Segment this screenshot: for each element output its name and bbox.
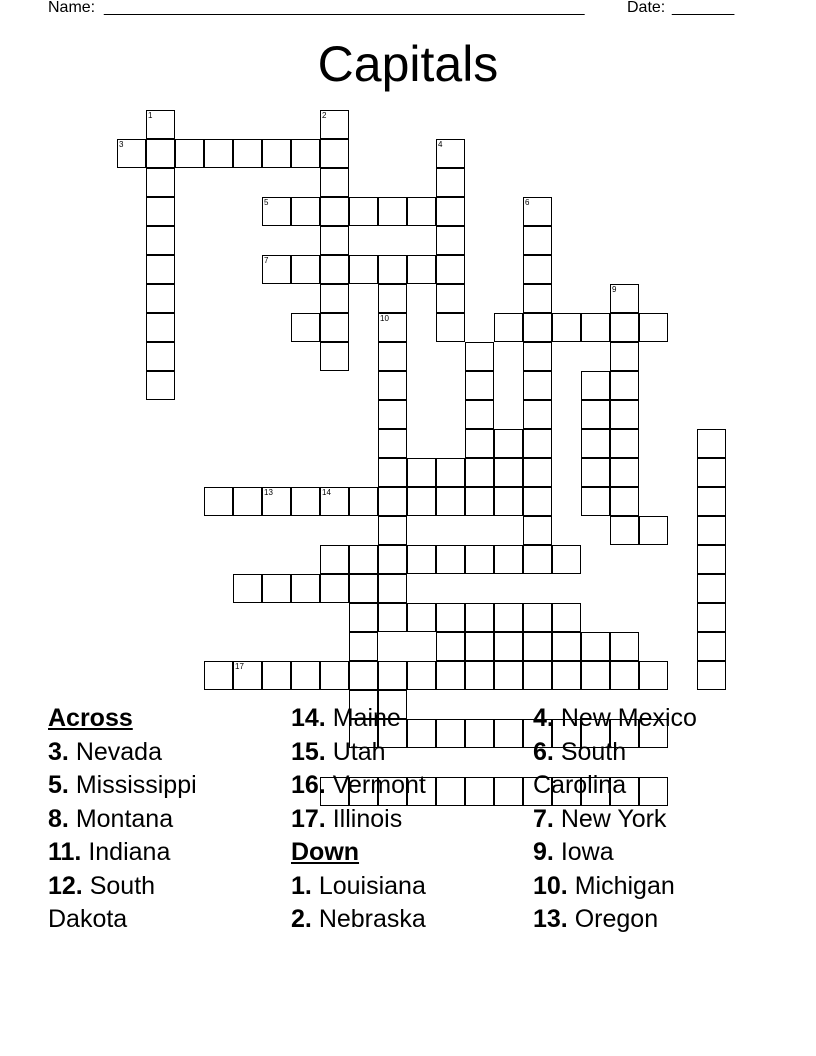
grid-cell[interactable] bbox=[407, 197, 436, 226]
clue-text: Illinois bbox=[332, 804, 403, 833]
grid-cell[interactable] bbox=[523, 661, 552, 690]
clue-text: South Carolina bbox=[533, 737, 627, 799]
grid-cell[interactable] bbox=[523, 429, 552, 458]
grid-cell[interactable] bbox=[436, 139, 465, 168]
clue-across-5 bbox=[48, 769, 278, 803]
grid-cell[interactable] bbox=[146, 226, 175, 255]
grid-cell[interactable] bbox=[436, 226, 465, 255]
grid-cell[interactable] bbox=[378, 487, 407, 516]
clue-text: Michigan bbox=[574, 871, 675, 900]
clue-number: 14. bbox=[291, 704, 326, 732]
clue-text: South Dakota bbox=[48, 871, 156, 933]
grid-cell[interactable] bbox=[697, 574, 726, 603]
grid-cell[interactable] bbox=[523, 255, 552, 284]
grid-cell[interactable] bbox=[523, 516, 552, 545]
grid-cell[interactable] bbox=[436, 197, 465, 226]
grid-cell[interactable] bbox=[610, 429, 639, 458]
grid-cell[interactable] bbox=[581, 487, 610, 516]
grid-cell[interactable] bbox=[146, 342, 175, 371]
grid-cell[interactable] bbox=[610, 516, 639, 545]
grid-cell[interactable] bbox=[204, 661, 233, 690]
grid-cell[interactable] bbox=[494, 429, 523, 458]
grid-cell[interactable] bbox=[610, 284, 639, 313]
grid-cell[interactable] bbox=[407, 487, 436, 516]
clue-number-label: 3 bbox=[119, 140, 124, 149]
grid-cell[interactable] bbox=[320, 487, 349, 516]
clue-across-16 bbox=[291, 769, 521, 803]
grid-cell[interactable] bbox=[610, 487, 639, 516]
grid-cell[interactable] bbox=[407, 603, 436, 632]
grid-cell[interactable] bbox=[349, 197, 378, 226]
clue-number-label: 17 bbox=[235, 662, 244, 671]
grid-cell[interactable] bbox=[523, 632, 552, 661]
clue-down-4 bbox=[533, 702, 763, 736]
grid-cell[interactable] bbox=[146, 168, 175, 197]
grid-cell[interactable] bbox=[262, 574, 291, 603]
grid-cell[interactable] bbox=[436, 603, 465, 632]
grid-cell[interactable] bbox=[581, 371, 610, 400]
grid-cell[interactable] bbox=[407, 255, 436, 284]
clue-down-2 bbox=[291, 903, 521, 937]
grid-cell[interactable] bbox=[378, 429, 407, 458]
grid-cell[interactable] bbox=[494, 487, 523, 516]
grid-cell[interactable] bbox=[552, 545, 581, 574]
grid-cell[interactable] bbox=[349, 603, 378, 632]
clue-text: Indiana bbox=[88, 838, 171, 866]
grid-cell[interactable] bbox=[697, 516, 726, 545]
clues-column-2 bbox=[291, 702, 521, 937]
grid-cell[interactable] bbox=[581, 458, 610, 487]
clue-number: 5. bbox=[48, 771, 69, 799]
clue-down-10 bbox=[533, 870, 763, 904]
clue-number: 4. bbox=[533, 704, 554, 732]
clue-number: 10. bbox=[533, 871, 568, 900]
grid-cell[interactable] bbox=[523, 226, 552, 255]
clue-number: 13. bbox=[533, 905, 568, 933]
clue-down-13 bbox=[533, 903, 763, 937]
grid-cell[interactable] bbox=[378, 545, 407, 574]
clues-column-1 bbox=[48, 702, 278, 937]
grid-cell[interactable] bbox=[436, 168, 465, 197]
grid-cell[interactable] bbox=[349, 255, 378, 284]
page-title: Capitals bbox=[317, 36, 499, 92]
grid-cell[interactable] bbox=[697, 603, 726, 632]
grid-cell[interactable] bbox=[233, 487, 262, 516]
clue-number-label: 10 bbox=[380, 314, 389, 323]
name-field[interactable]: ______________________________________________________ bbox=[104, 0, 585, 16]
clue-number: 1. bbox=[291, 871, 312, 900]
grid-cell[interactable] bbox=[523, 342, 552, 371]
grid-cell[interactable] bbox=[465, 661, 494, 690]
clue-text: Iowa bbox=[560, 838, 614, 866]
clue-across-17 bbox=[291, 803, 521, 837]
grid-cell[interactable] bbox=[552, 661, 581, 690]
grid-cell[interactable] bbox=[349, 632, 378, 661]
grid-cell[interactable] bbox=[610, 632, 639, 661]
clues-column-3 bbox=[533, 702, 763, 937]
grid-cell[interactable] bbox=[233, 574, 262, 603]
grid-cell[interactable] bbox=[320, 313, 349, 342]
clue-number-label: 5 bbox=[264, 198, 269, 207]
grid-cell[interactable] bbox=[436, 545, 465, 574]
grid-cell[interactable] bbox=[407, 661, 436, 690]
grid-cell[interactable] bbox=[494, 603, 523, 632]
grid-cell[interactable] bbox=[610, 458, 639, 487]
across-heading: Across bbox=[48, 704, 133, 732]
grid-cell[interactable] bbox=[349, 487, 378, 516]
grid-cell[interactable] bbox=[349, 545, 378, 574]
grid-cell[interactable] bbox=[523, 284, 552, 313]
clue-number-label: 14 bbox=[322, 488, 331, 497]
clue-down-7 bbox=[533, 803, 763, 837]
grid-cell[interactable] bbox=[494, 545, 523, 574]
grid-cell[interactable] bbox=[320, 284, 349, 313]
grid-cell[interactable] bbox=[436, 632, 465, 661]
grid-cell[interactable] bbox=[378, 371, 407, 400]
clue-number: 7. bbox=[533, 804, 554, 833]
grid-cell[interactable] bbox=[523, 458, 552, 487]
grid-cell[interactable] bbox=[436, 661, 465, 690]
grid-cell[interactable] bbox=[552, 632, 581, 661]
grid-cell[interactable] bbox=[465, 545, 494, 574]
clue-across-8 bbox=[48, 803, 278, 837]
grid-cell[interactable] bbox=[291, 139, 320, 168]
grid-cell[interactable] bbox=[552, 603, 581, 632]
grid-cell[interactable] bbox=[378, 458, 407, 487]
grid-cell[interactable] bbox=[378, 661, 407, 690]
grid-cell[interactable] bbox=[639, 661, 668, 690]
grid-cell[interactable] bbox=[320, 342, 349, 371]
grid-cell[interactable] bbox=[262, 661, 291, 690]
grid-cell[interactable] bbox=[204, 139, 233, 168]
grid-cell[interactable] bbox=[436, 458, 465, 487]
clue-number: 12. bbox=[48, 871, 83, 900]
grid-cell[interactable] bbox=[146, 255, 175, 284]
grid-cell[interactable] bbox=[291, 487, 320, 516]
grid-cell[interactable] bbox=[378, 400, 407, 429]
grid-cell[interactable] bbox=[378, 284, 407, 313]
grid-cell[interactable] bbox=[494, 661, 523, 690]
clue-number-label: 7 bbox=[264, 256, 269, 265]
name-label: Name: bbox=[48, 0, 96, 16]
grid-cell[interactable] bbox=[610, 661, 639, 690]
grid-cell[interactable] bbox=[523, 400, 552, 429]
grid-cell[interactable] bbox=[378, 574, 407, 603]
grid-cell[interactable] bbox=[378, 255, 407, 284]
grid-cell[interactable] bbox=[465, 371, 494, 400]
date-field[interactable]: _______ bbox=[672, 0, 735, 16]
grid-cell[interactable] bbox=[523, 197, 552, 226]
grid-cell[interactable] bbox=[291, 255, 320, 284]
clue-text: Nevada bbox=[75, 737, 162, 766]
grid-cell[interactable] bbox=[436, 487, 465, 516]
grid-cell[interactable] bbox=[378, 603, 407, 632]
clue-text: Vermont bbox=[332, 771, 426, 799]
clue-across-11 bbox=[48, 836, 278, 870]
clue-number: 11. bbox=[48, 838, 82, 866]
grid-cell[interactable] bbox=[523, 603, 552, 632]
clue-number-label: 9 bbox=[612, 285, 617, 294]
grid-cell[interactable] bbox=[697, 545, 726, 574]
grid-cell[interactable] bbox=[175, 139, 204, 168]
clue-text: Louisiana bbox=[318, 871, 426, 900]
grid-cell[interactable] bbox=[378, 516, 407, 545]
grid-cell[interactable] bbox=[291, 197, 320, 226]
grid-cell[interactable] bbox=[581, 400, 610, 429]
clue-number-label: 2 bbox=[322, 111, 327, 120]
grid-cell[interactable] bbox=[494, 632, 523, 661]
grid-cell[interactable] bbox=[320, 168, 349, 197]
grid-cell[interactable] bbox=[610, 342, 639, 371]
clue-text: New Mexico bbox=[560, 704, 697, 732]
clue-number: 8. bbox=[48, 804, 69, 833]
clue-down-6 bbox=[533, 736, 693, 803]
grid-cell[interactable] bbox=[436, 255, 465, 284]
grid-cell[interactable] bbox=[146, 313, 175, 342]
grid-cell[interactable] bbox=[262, 197, 291, 226]
grid-cell[interactable] bbox=[465, 400, 494, 429]
down-heading: Down bbox=[291, 838, 360, 866]
grid-cell[interactable] bbox=[262, 487, 291, 516]
grid-cell[interactable] bbox=[494, 313, 523, 342]
clue-number: 2. bbox=[291, 905, 312, 933]
grid-cell[interactable] bbox=[581, 313, 610, 342]
grid-cell[interactable] bbox=[610, 313, 639, 342]
grid-cell[interactable] bbox=[407, 458, 436, 487]
grid-cell[interactable] bbox=[523, 313, 552, 342]
grid-cell[interactable] bbox=[610, 371, 639, 400]
grid-cell[interactable] bbox=[465, 487, 494, 516]
grid-cell[interactable] bbox=[146, 371, 175, 400]
grid-cell[interactable] bbox=[407, 545, 436, 574]
clue-number: 9. bbox=[533, 838, 554, 866]
clue-text: Oregon bbox=[574, 905, 659, 933]
grid-cell[interactable] bbox=[146, 110, 175, 139]
grid-cell[interactable] bbox=[639, 516, 668, 545]
grid-cell[interactable] bbox=[697, 487, 726, 516]
grid-cell[interactable] bbox=[465, 342, 494, 371]
grid-cell[interactable] bbox=[320, 574, 349, 603]
grid-cell[interactable] bbox=[378, 313, 407, 342]
grid-cell[interactable] bbox=[697, 429, 726, 458]
grid-cell[interactable] bbox=[146, 284, 175, 313]
grid-cell[interactable] bbox=[291, 574, 320, 603]
grid-cell[interactable] bbox=[320, 226, 349, 255]
clue-number: 16. bbox=[291, 771, 326, 799]
grid-cell[interactable] bbox=[639, 313, 668, 342]
grid-cell[interactable] bbox=[523, 371, 552, 400]
grid-cell[interactable] bbox=[320, 545, 349, 574]
grid-cell[interactable] bbox=[349, 661, 378, 690]
clue-down-1 bbox=[291, 870, 521, 904]
clue-text: Mississippi bbox=[75, 771, 197, 799]
grid-cell[interactable] bbox=[320, 110, 349, 139]
clue-number: 3. bbox=[48, 737, 69, 766]
grid-cell[interactable] bbox=[523, 545, 552, 574]
grid-cell[interactable] bbox=[291, 313, 320, 342]
clue-across-14 bbox=[291, 702, 521, 736]
grid-cell[interactable] bbox=[494, 458, 523, 487]
grid-cell[interactable] bbox=[320, 139, 349, 168]
grid-cell[interactable] bbox=[320, 197, 349, 226]
grid-cell[interactable] bbox=[552, 313, 581, 342]
clue-text: New York bbox=[560, 804, 667, 833]
clue-number: 15. bbox=[291, 737, 326, 766]
grid-cell[interactable] bbox=[697, 458, 726, 487]
grid-cell[interactable] bbox=[146, 139, 175, 168]
clue-down-9 bbox=[533, 836, 763, 870]
grid-cell[interactable] bbox=[320, 661, 349, 690]
grid-cell[interactable] bbox=[378, 342, 407, 371]
grid-cell[interactable] bbox=[581, 661, 610, 690]
grid-cell[interactable] bbox=[349, 574, 378, 603]
clue-number-label: 1 bbox=[148, 111, 153, 120]
grid-cell[interactable] bbox=[436, 284, 465, 313]
grid-cell[interactable] bbox=[465, 429, 494, 458]
clue-text: Nebraska bbox=[318, 905, 426, 933]
grid-cell[interactable] bbox=[262, 139, 291, 168]
grid-cell[interactable] bbox=[465, 603, 494, 632]
grid-cell[interactable] bbox=[697, 632, 726, 661]
clue-number: 6. bbox=[533, 737, 554, 766]
date-label: Date: bbox=[627, 0, 666, 16]
clue-number: 17. bbox=[291, 804, 326, 833]
grid-cell[interactable] bbox=[610, 400, 639, 429]
grid-cell[interactable] bbox=[320, 255, 349, 284]
grid-cell[interactable] bbox=[117, 139, 146, 168]
clue-across-15 bbox=[291, 736, 521, 770]
grid-cell[interactable] bbox=[465, 458, 494, 487]
grid-cell[interactable] bbox=[581, 632, 610, 661]
grid-cell[interactable] bbox=[262, 255, 291, 284]
clue-text: Maine bbox=[332, 704, 401, 732]
grid-cell[interactable] bbox=[436, 313, 465, 342]
grid-cell[interactable] bbox=[146, 197, 175, 226]
grid-cell[interactable] bbox=[233, 661, 262, 690]
clue-across-3 bbox=[48, 736, 278, 770]
clue-text: Montana bbox=[75, 804, 174, 833]
grid-cell[interactable] bbox=[523, 487, 552, 516]
grid-cell[interactable] bbox=[465, 632, 494, 661]
grid-cell[interactable] bbox=[581, 429, 610, 458]
clue-text: Utah bbox=[332, 737, 386, 766]
grid-cell[interactable] bbox=[204, 487, 233, 516]
grid-cell[interactable] bbox=[697, 661, 726, 690]
grid-cell[interactable] bbox=[233, 139, 262, 168]
grid-cell[interactable] bbox=[378, 197, 407, 226]
clue-across-12 bbox=[48, 870, 208, 937]
clue-number-label: 6 bbox=[525, 198, 530, 207]
clue-number-label: 13 bbox=[264, 488, 273, 497]
grid-cell[interactable] bbox=[291, 661, 320, 690]
clue-number-label: 4 bbox=[438, 140, 443, 149]
